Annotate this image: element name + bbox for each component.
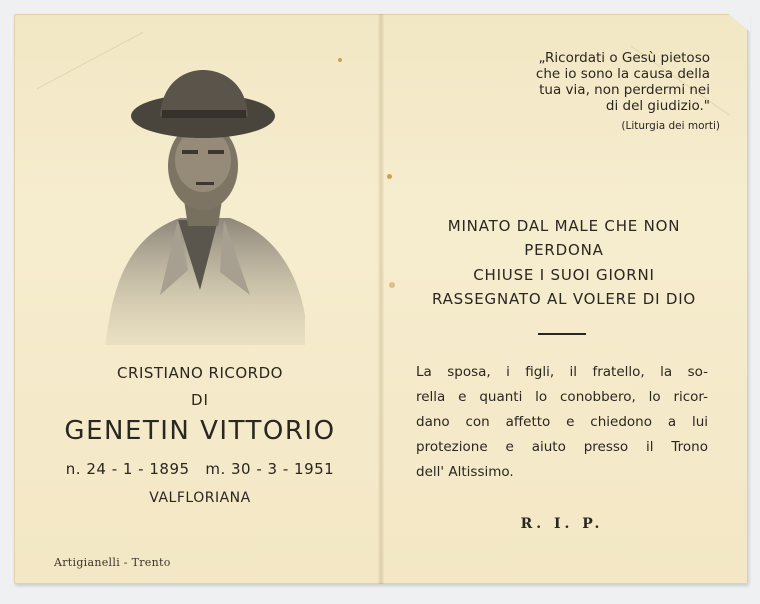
portrait-photo	[100, 60, 310, 345]
rip-text: R. I. P.	[520, 516, 604, 532]
quote-source: (Liturgia dei morti)	[621, 120, 720, 132]
dedication-line: protezione e aiuto presso il Trono	[416, 439, 708, 455]
place-name: VALFLORIANA	[149, 490, 251, 506]
memorial-heading: CRISTIANO RICORDO	[117, 364, 283, 382]
epitaph-line: CHIUSE I SUOI GIORNI	[473, 266, 655, 284]
epitaph-line: PERDONA	[524, 241, 604, 259]
quote-line: „Ricordati o Gesù pietoso	[538, 50, 710, 66]
center-fold	[378, 14, 384, 584]
dedication-line: rella e quanti lo conobbero, lo ricor-	[416, 389, 708, 405]
family-dedication	[416, 360, 708, 485]
quote-line: tua via, non perdermi nei	[539, 82, 710, 98]
epitaph-line: MINATO DAL MALE CHE NON	[447, 217, 681, 235]
memorial-di: DI	[191, 391, 209, 409]
divider-rule	[538, 333, 586, 335]
quote-line: di del giudizio."	[605, 98, 710, 114]
stain-spot	[338, 58, 342, 62]
printer-credit: Artigianelli - Trento	[54, 556, 171, 569]
stain-spot	[387, 174, 392, 179]
stain-spot	[389, 282, 395, 288]
dates-text: n. 24 - 1 - 1895 m. 30 - 3 - 1951	[65, 460, 335, 478]
deceased-name: GENETIN VITTORIO	[64, 416, 336, 446]
torn-corner	[724, 10, 750, 32]
prayer-quote	[498, 50, 710, 114]
dedication-line: dano con affetto e chiedono a lui	[416, 414, 708, 430]
dedication-line: La sposa, i figli, il fratello, la so-	[416, 364, 708, 380]
quote-line: che io sono la causa della	[535, 66, 710, 82]
birth-death-dates	[30, 460, 370, 478]
epitaph-line: RASSEGNATO AL VOLERE DI DIO	[431, 290, 697, 308]
dedication-line: dell' Altissimo.	[416, 464, 514, 480]
